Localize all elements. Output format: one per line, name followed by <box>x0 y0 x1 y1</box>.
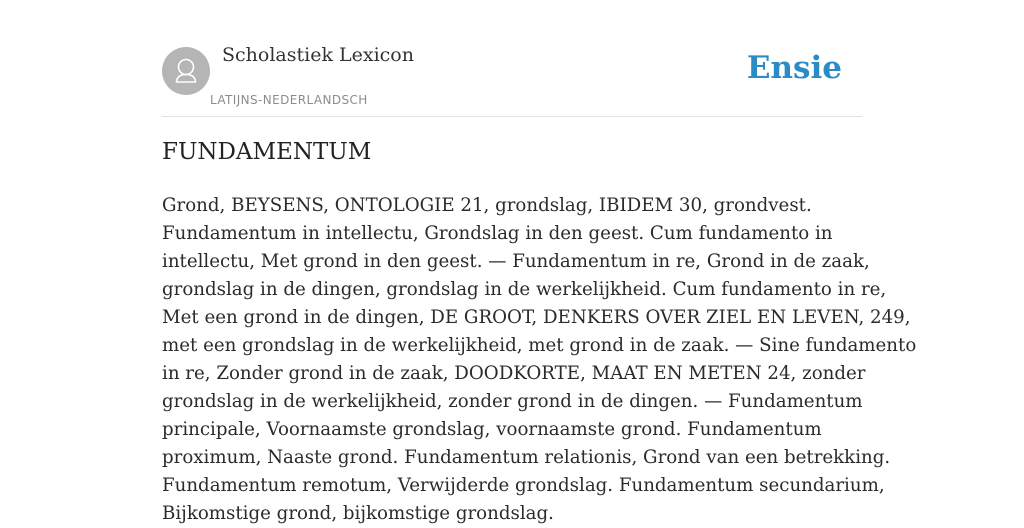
definition-line: Fundamentum in intellectu, Grondslag in den geest. Cum fundamento in <box>162 223 833 244</box>
definition-line: Bijkomstige grond, bijkomstige grondslag. <box>162 503 554 524</box>
source-subtitle: LATIJNS-NEDERLANDSCH <box>210 93 368 107</box>
definition-line: grondslag in de werkelijkheid, zonder grond in de dingen. — Fundamentum <box>162 391 863 412</box>
definition-line: in re, Zonder grond in de zaak, DOODKORTE, MAAT EN METEN 24, zonder <box>162 363 866 384</box>
user-icon[interactable] <box>162 47 210 95</box>
source-header <box>162 0 862 117</box>
entry-title: FUNDAMENTUM <box>162 139 372 165</box>
source-title[interactable]: Scholastiek Lexicon <box>222 44 414 66</box>
definition-line: Met een grond in de dingen, DE GROOT, DENKERS OVER ZIEL EN LEVEN, 249, <box>162 307 911 328</box>
definition-line: Grond, BEYSENS, ONTOLOGIE 21, grondslag, IBIDEM 30, grondvest. <box>162 195 812 216</box>
brand-logo[interactable]: Ensie <box>746 50 842 86</box>
definition-line: intellectu, Met grond in den geest. — Fundamentum in re, Grond in de zaak, <box>162 251 870 272</box>
definition-line: proximum, Naaste grond. Fundamentum relationis, Grond van een betrekking. <box>162 447 891 468</box>
definition-line: grondslag in de dingen, grondslag in de werkelijkheid. Cum fundamento in re, <box>162 279 887 300</box>
definition-line: principale, Voornaamste grondslag, voornaamste grond. Fundamentum <box>162 419 822 440</box>
definition-line: Fundamentum remotum, Verwijderde grondslag. Fundamentum secundarium, <box>162 475 885 496</box>
entry-definition <box>162 192 917 528</box>
definition-line: met een grondslag in de werkelijkheid, met grond in de zaak. — Sine fundamento <box>162 335 917 356</box>
